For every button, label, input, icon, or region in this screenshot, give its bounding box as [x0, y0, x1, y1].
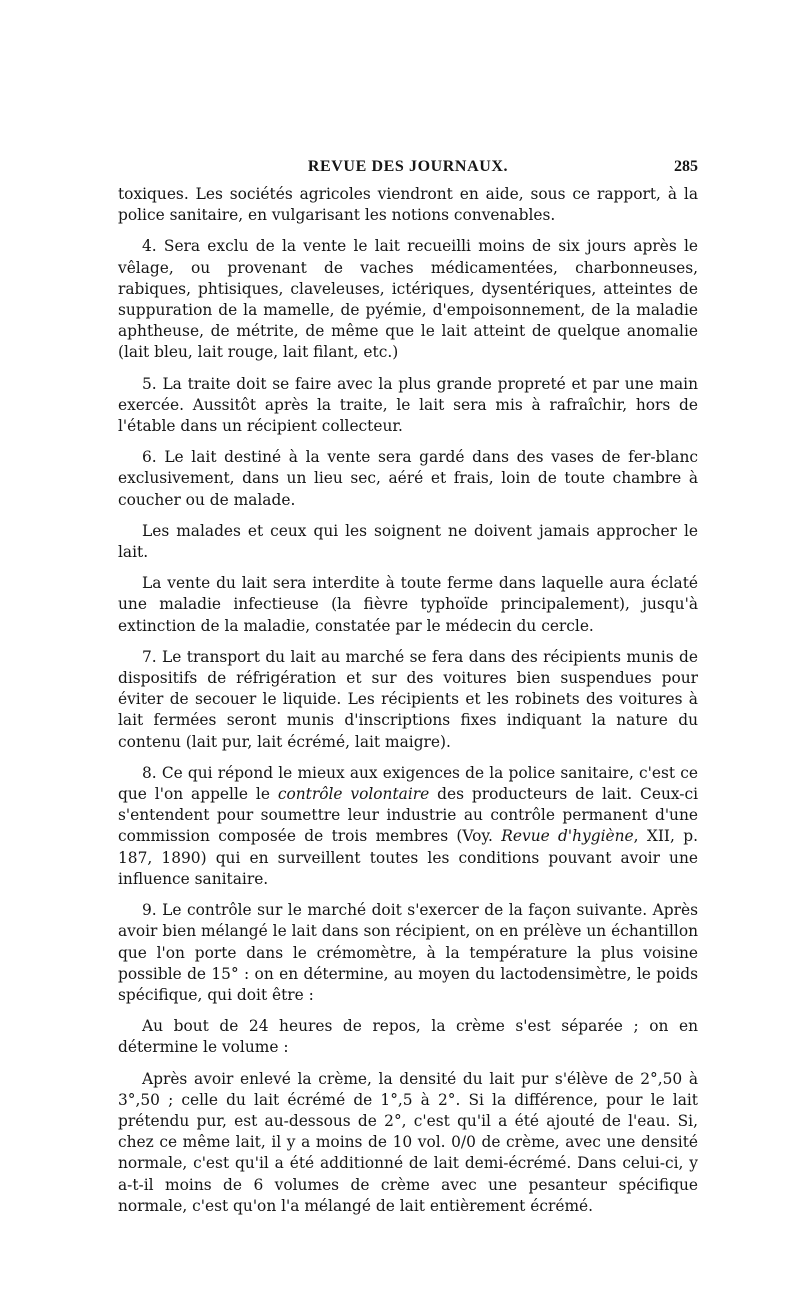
text-run: , XII, p. 187, 1890) qui en surveillent toutes les conditions pouvant avoir une influence sanitaire. [118, 827, 698, 888]
paragraph [118, 521, 698, 563]
paragraph [118, 374, 698, 438]
paragraph [118, 763, 698, 890]
paragraph [118, 1069, 698, 1217]
text-run: Après avoir enlevé la crème, la densité du lait pur s'élève de 2°,50 à 3°,50 ; celle du lait écrémé de 1°,5 à 2°. Si la différence, pour le lait prétendu pur, est au-dessous de 2°, c'est qu'il a été ajouté de l'eau. Si, chez ce même lait, il y a moins de 10 vol. 0/0 de crème, avec une densité normale, c'est qu'il a été additionné de lait demi-écrémé. Dans celui-ci, y a-t-il moins de 6 volumes de crème avec une pesanteur spécifique normale, c'est qu'on l'a mélangé de lait entièrement écrémé. [118, 1069, 698, 1215]
text-run: Les malades et ceux qui les soignent ne doivent jamais approcher le lait. [118, 521, 698, 562]
text-run: 9. Le contrôle sur le marché doit s'exercer de la façon suivante. Après avoir bien mélangé le lait dans son récipient, on en prélève un échantillon que l'on porte dans le crémomètre, à la température la plus voisine possible de 15° : on en détermine, au moyen du lactodensimètre, le poids spécifique, qui doit être : [118, 901, 698, 1004]
running-header [118, 158, 698, 182]
paragraph [118, 1016, 698, 1058]
text-run: 8. Ce qui répond le mieux aux exigences de la police sanitaire, c'est ce que l'on appelle le [118, 763, 698, 804]
paragraph [118, 236, 698, 363]
italic-run: Revue d'hygiène [501, 827, 634, 846]
paragraph [118, 900, 698, 1006]
paragraph [118, 573, 698, 637]
text-run: des producteurs de lait. Ceux-ci s'entendent pour soumettre leur industrie au contrôle permanent d'une commission composée de trois membres (Voy. [118, 785, 699, 846]
paragraph [118, 184, 698, 226]
text-run: 6. Le lait destiné à la vente sera gardé dans des vases de fer-blanc exclusivement, dans un lieu sec, aéré et frais, loin de toute chambre à coucher ou de malade. [118, 448, 698, 509]
text-run: toxiques. Les sociétés agricoles viendront en aide, sous ce rapport, à la police sanitaire, en vulgarisant les notions convenables. [118, 185, 698, 225]
body-text [118, 184, 698, 1227]
text-run: 5. La traite doit se faire avec la plus grande propreté et par une main exercée. Aussitôt après la traite, le lait sera mis à rafraîchir, hors de l'étable dans un récipient collecteur. [118, 374, 698, 436]
italic-run: contrôle volontaire [277, 785, 430, 804]
text-run: 7. Le transport du lait au marché se fera dans des récipients munis de dispositifs de réfrigération et sur des voitures bien suspendues pour éviter de secouer le liquide. Les récipients et les robinets des voitures à lait fermées seront munis d'inscriptions fixes indiquant la nature du contenu (lait pur, lait écrémé, lait maigre). [118, 647, 698, 751]
text-run: 4. Sera exclu de la vente le lait recueilli moins de six jours après le vêlage, ou provenant de vaches médicamentées, charbonneuses, rabiques, phtisiques, claveleuses, ictériques, dysentériques, atteintes de suppuration de la mamelle, de pyémie, d'empoisonnement, de la maladie aphtheuse, de métrite, de même que le lait atteint de quelque anomalie (lait bleu, lait rouge, lait filant, etc.) [118, 237, 698, 362]
text-run: La vente du lait sera interdite à toute ferme dans laquelle aura éclaté une maladie infectieuse (la fièvre typhoïde principalement), jusqu'à extinction de la maladie, constatée par le médecin du cercle. [118, 574, 698, 635]
page-number: 285 [674, 158, 698, 175]
text-run: Au bout de 24 heures de repos, la crème s'est séparée ; on en détermine le volume : [118, 1017, 698, 1057]
running-title: REVUE DES JOURNAUX. [307, 158, 509, 175]
paragraph [118, 647, 698, 753]
paragraph [118, 447, 698, 511]
